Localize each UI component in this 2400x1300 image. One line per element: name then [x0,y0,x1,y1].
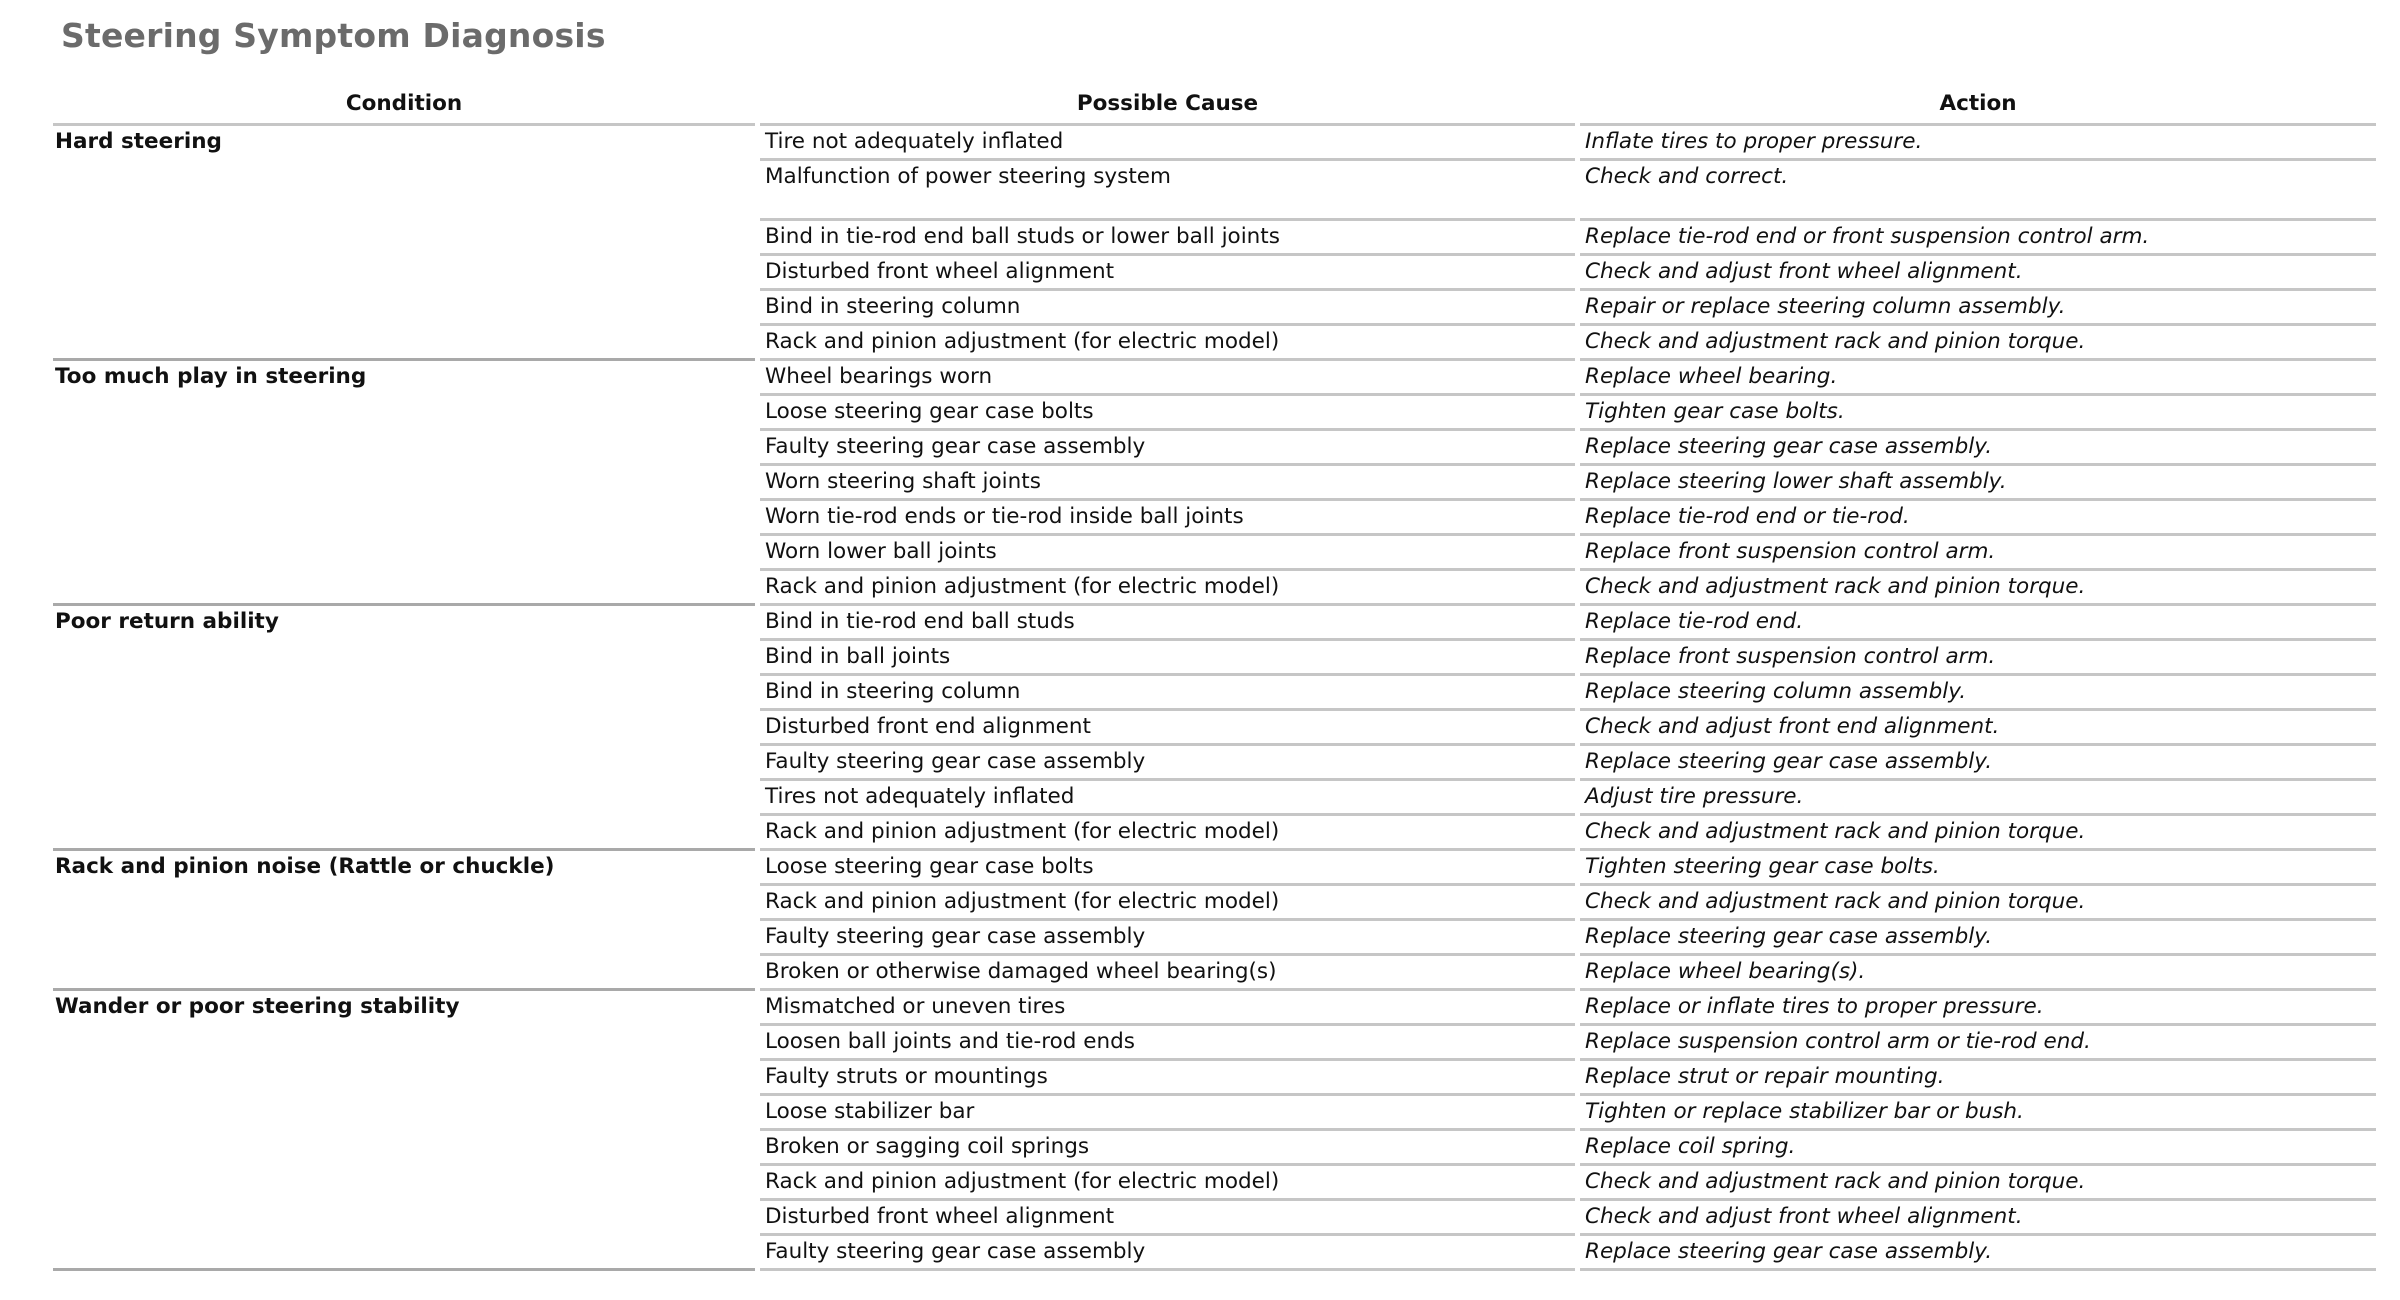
column-header-condition: Condition [53,83,755,126]
cause-cell: Disturbed front end alignment [760,711,1575,746]
action-cell: Check and adjust front wheel alignment. [1580,1201,2376,1236]
action-cell: Replace steering gear case assembly. [1580,746,2376,781]
action-cell: Replace steering lower shaft assembly. [1580,466,2376,501]
cause-cell: Broken or otherwise damaged wheel bearing(s) [760,956,1575,991]
condition-cell: Rack and pinion noise (Rattle or chuckle) [53,851,755,991]
cause-cell: Faulty steering gear case assembly [760,921,1575,956]
diagnosis-table [53,83,2376,1271]
cause-cell: Rack and pinion adjustment (for electric model) [760,816,1575,851]
action-cell: Adjust tire pressure. [1580,781,2376,816]
condition-cell: Wander or poor steering stability [53,991,755,1271]
table-row [53,991,2376,1026]
table-row [53,361,2376,396]
action-cell: Replace tie-rod end or tie-rod. [1580,501,2376,536]
cause-cell: Rack and pinion adjustment (for electric model) [760,1166,1575,1201]
cause-cell: Disturbed front wheel alignment [760,256,1575,291]
cause-cell: Bind in tie-rod end ball studs [760,606,1575,641]
action-cell: Replace steering column assembly. [1580,676,2376,711]
cause-cell: Bind in steering column [760,676,1575,711]
diagnosis-table-container [53,83,2376,1271]
action-cell: Check and adjustment rack and pinion torque. [1580,571,2376,606]
table-body [53,126,2376,1271]
action-cell: Replace or inflate tires to proper pressure. [1580,991,2376,1026]
cause-cell: Worn tie-rod ends or tie-rod inside ball joints [760,501,1575,536]
cause-cell: Wheel bearings worn [760,361,1575,396]
action-cell: Inflate tires to proper pressure. [1580,126,2376,161]
table-row [53,851,2376,886]
column-header-cause: Possible Cause [760,83,1575,126]
cause-cell: Faulty steering gear case assembly [760,746,1575,781]
cause-cell: Rack and pinion adjustment (for electric model) [760,326,1575,361]
action-cell: Replace front suspension control arm. [1580,536,2376,571]
action-cell: Check and adjustment rack and pinion torque. [1580,1166,2376,1201]
cause-cell: Tire not adequately inflated [760,126,1575,161]
action-cell: Tighten steering gear case bolts. [1580,851,2376,886]
cause-cell: Bind in steering column [760,291,1575,326]
action-cell: Tighten gear case bolts. [1580,396,2376,431]
cause-cell: Malfunction of power steering system [760,161,1575,221]
column-header-action: Action [1580,83,2376,126]
cause-cell: Loosen ball joints and tie-rod ends [760,1026,1575,1061]
cause-cell: Bind in tie-rod end ball studs or lower ball joints [760,221,1575,256]
cause-cell: Rack and pinion adjustment (for electric model) [760,571,1575,606]
cause-cell: Loose stabilizer bar [760,1096,1575,1131]
condition-cell: Poor return ability [53,606,755,851]
table-row [53,606,2376,641]
action-cell: Check and adjustment rack and pinion torque. [1580,816,2376,851]
action-cell: Check and adjust front wheel alignment. [1580,256,2376,291]
action-cell: Tighten or replace stabilizer bar or bush. [1580,1096,2376,1131]
condition-cell: Too much play in steering [53,361,755,606]
action-cell: Replace steering gear case assembly. [1580,431,2376,466]
action-cell: Repair or replace steering column assembly. [1580,291,2376,326]
table-row [53,126,2376,161]
page-title: Steering Symptom Diagnosis [61,16,606,55]
cause-cell: Bind in ball joints [760,641,1575,676]
cause-cell: Mismatched or uneven tires [760,991,1575,1026]
action-cell: Replace wheel bearing(s). [1580,956,2376,991]
cause-cell: Rack and pinion adjustment (for electric model) [760,886,1575,921]
action-cell: Check and adjustment rack and pinion torque. [1580,886,2376,921]
cause-cell: Faulty steering gear case assembly [760,431,1575,466]
cause-cell: Worn steering shaft joints [760,466,1575,501]
cause-cell: Worn lower ball joints [760,536,1575,571]
action-cell: Check and adjust front end alignment. [1580,711,2376,746]
cause-cell: Tires not adequately inflated [760,781,1575,816]
action-cell: Replace steering gear case assembly. [1580,1236,2376,1271]
action-cell: Check and adjustment rack and pinion torque. [1580,326,2376,361]
condition-cell: Hard steering [53,126,755,361]
action-cell: Check and correct. [1580,161,2376,221]
action-cell: Replace wheel bearing. [1580,361,2376,396]
action-cell: Replace tie-rod end. [1580,606,2376,641]
action-cell: Replace front suspension control arm. [1580,641,2376,676]
cause-cell: Loose steering gear case bolts [760,851,1575,886]
table-header-row [53,83,2376,126]
action-cell: Replace steering gear case assembly. [1580,921,2376,956]
cause-cell: Disturbed front wheel alignment [760,1201,1575,1236]
action-cell: Replace suspension control arm or tie-rod end. [1580,1026,2376,1061]
action-cell: Replace tie-rod end or front suspension control arm. [1580,221,2376,256]
cause-cell: Faulty struts or mountings [760,1061,1575,1096]
action-cell: Replace strut or repair mounting. [1580,1061,2376,1096]
cause-cell: Loose steering gear case bolts [760,396,1575,431]
cause-cell: Broken or sagging coil springs [760,1131,1575,1166]
cause-cell: Faulty steering gear case assembly [760,1236,1575,1271]
action-cell: Replace coil spring. [1580,1131,2376,1166]
